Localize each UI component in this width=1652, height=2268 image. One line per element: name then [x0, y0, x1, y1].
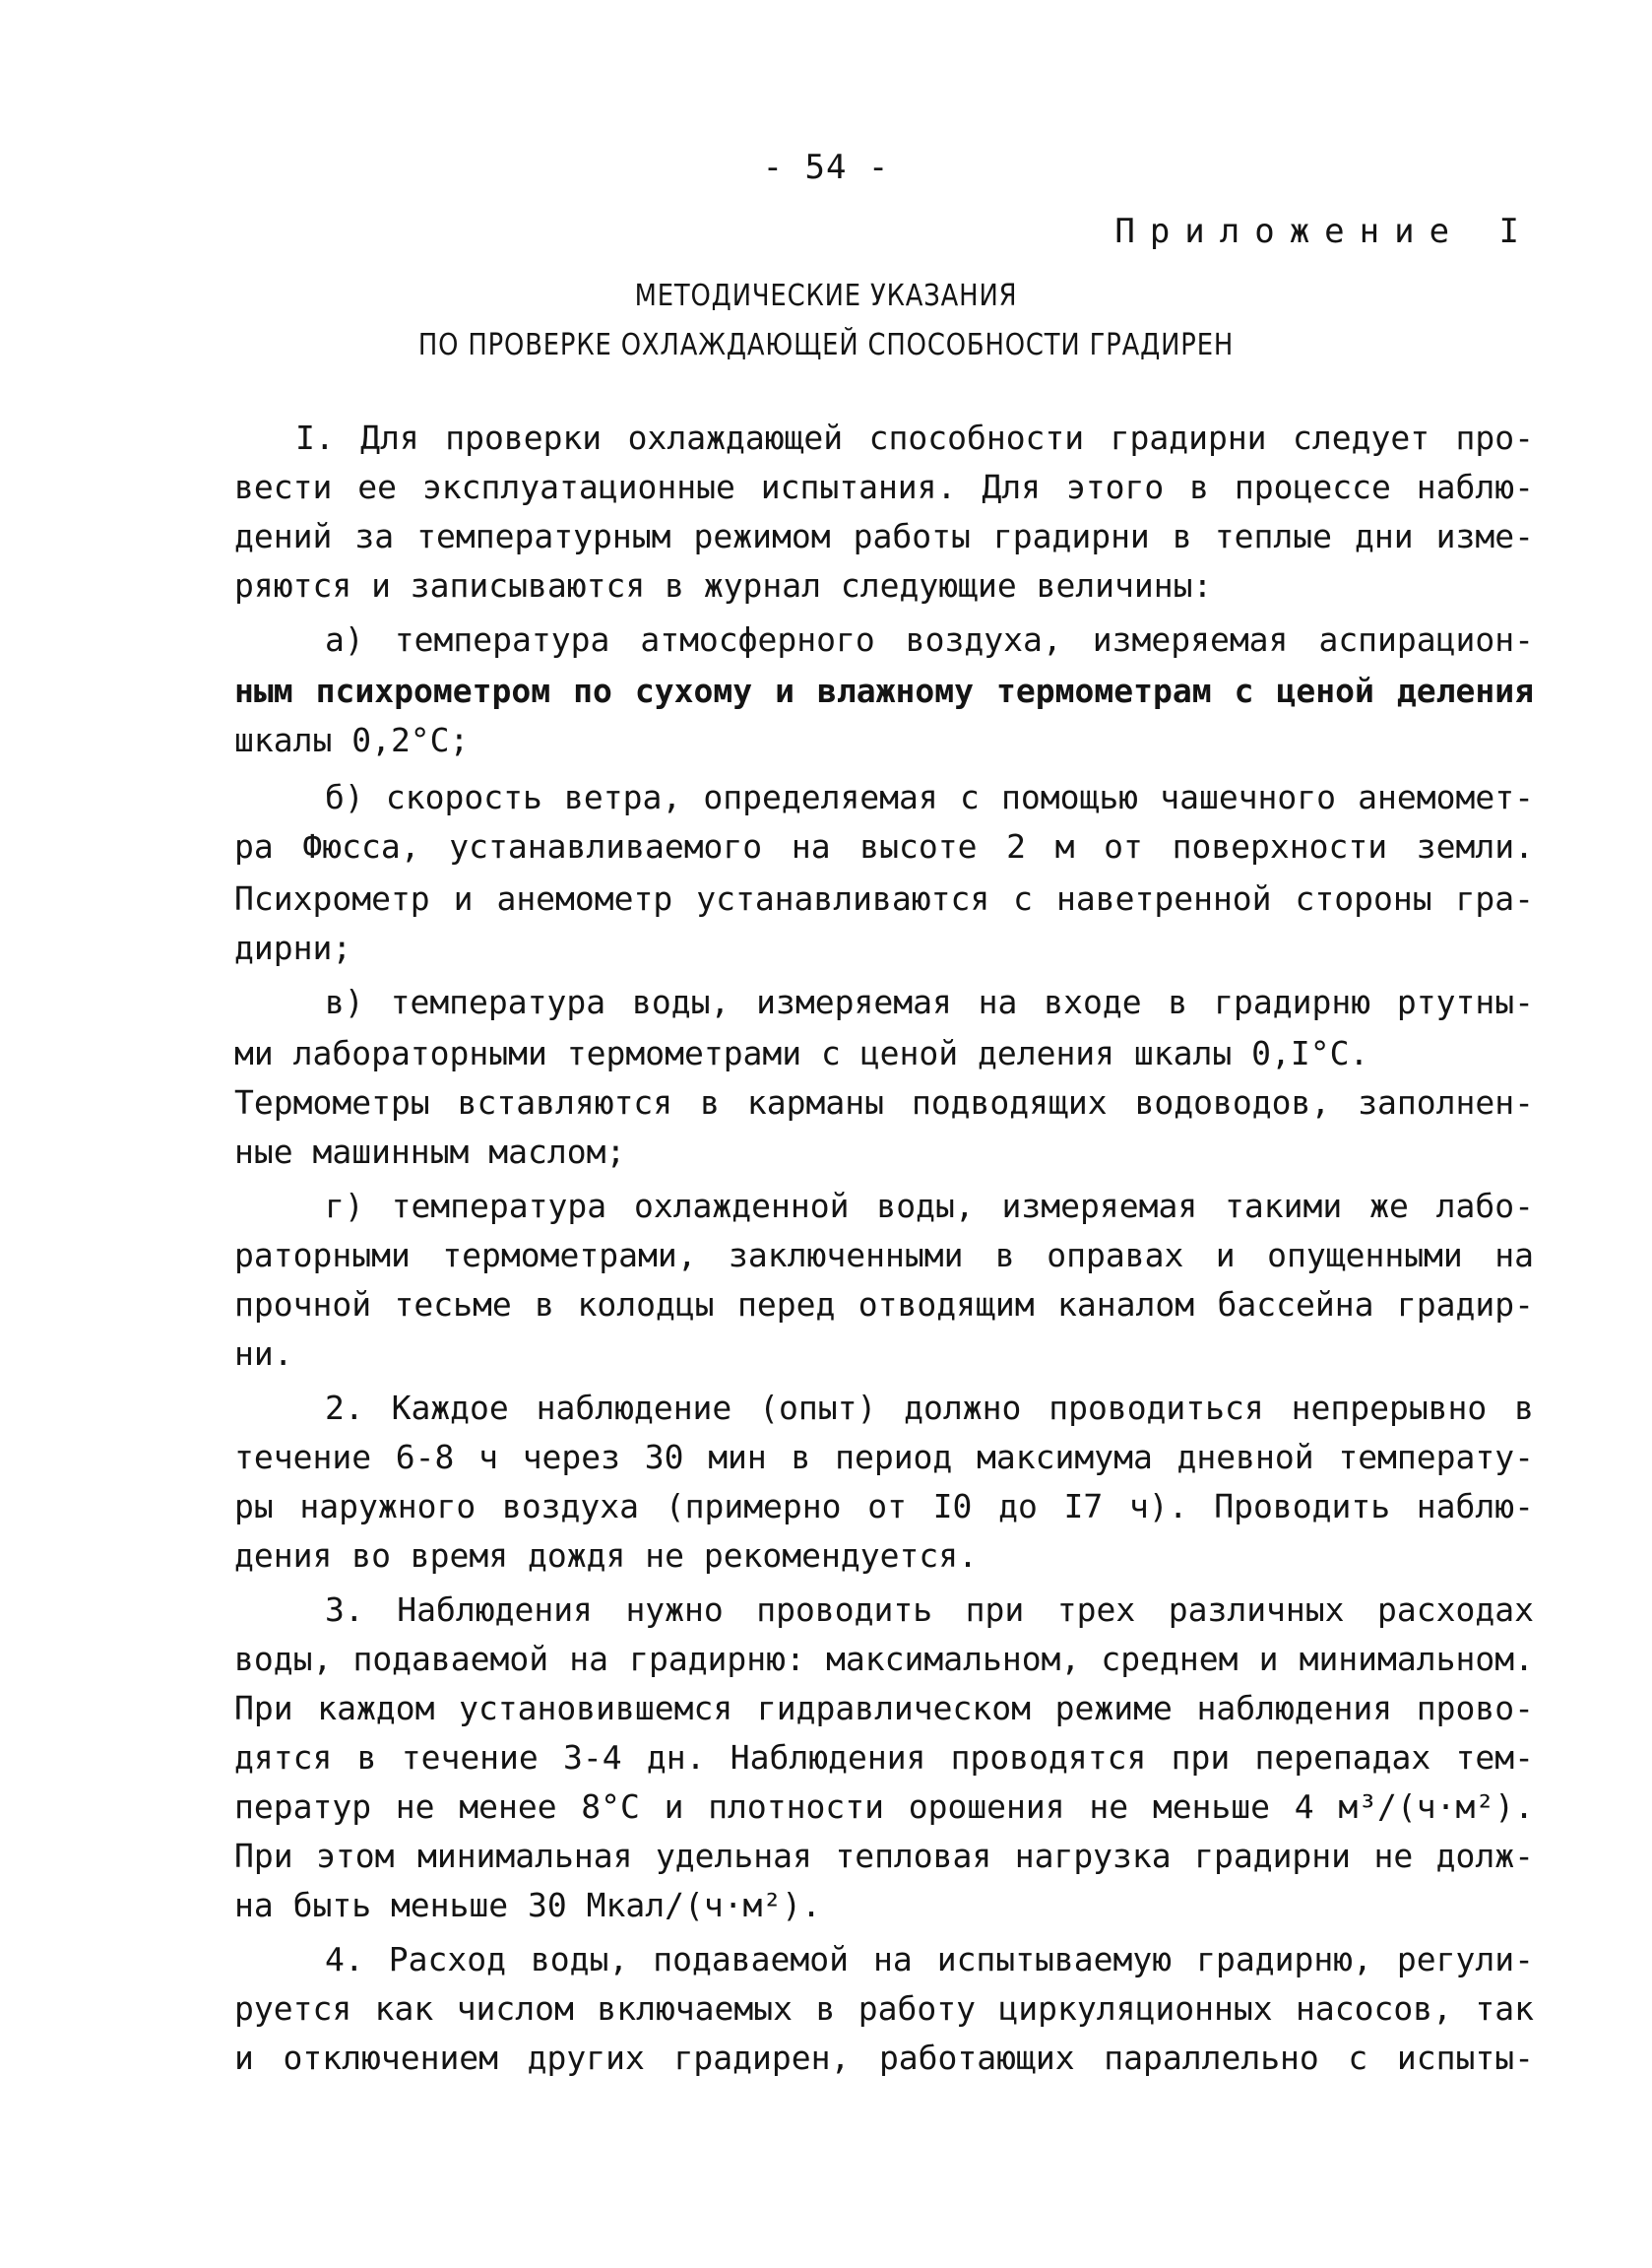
text-line: раторными термометрами, заключенными в оправах и опущенными на — [234, 1236, 1534, 1274]
text-line: При каждом установившемся гидравлическом режиме наблюдения прово- — [234, 1689, 1534, 1727]
text-line: 4. Расход воды, подаваемой на испытываемую градирню, регули- — [325, 1940, 1534, 1978]
text-line: ряются и записываются в журнал следующие величины: — [234, 566, 1213, 605]
appendix-label: Приложение I — [1114, 212, 1534, 251]
text-line: в) температура воды, измеряемая на входе в градирню ртутны- — [325, 983, 1534, 1021]
text-line: прочной тесьме в колодцы перед отводящим каналом бассейна градир- — [234, 1285, 1534, 1324]
text-line: 2. Каждое наблюдение (опыт) должно проводиться непрерывно в — [325, 1389, 1534, 1427]
title-line-2: ПО ПРОВЕРКЕ ОХЛАЖДАЮЩЕЙ СПОСОБНОСТИ ГРАДИРЕН — [417, 328, 1235, 362]
text-line: 3. Наблюдения нужно проводить при трех различных расходах — [325, 1590, 1534, 1629]
text-line: ми лабораторными термометрами с ценой деления шкалы 0,I°С. — [234, 1034, 1369, 1072]
text-line: I. Для проверки охлаждающей способности градирни следует про- — [295, 419, 1534, 457]
text-line: При этом минимальная удельная тепловая нагрузка градирни не долж- — [234, 1837, 1534, 1875]
text-line: течение 6-8 ч через 30 мин в период максимума дневной температу- — [234, 1438, 1534, 1476]
text-line: а) температура атмосферного воздуха, измеряемая аспирацион- — [325, 620, 1534, 659]
text-line: дятся в течение 3-4 дн. Наблюдения проводятся при перепадах тем- — [234, 1738, 1534, 1777]
text-line: руется как числом включаемых в работу циркуляционных насосов, так — [234, 1989, 1534, 2028]
text-line: г) температура охлажденной воды, измеряемая такими же лабо- — [325, 1187, 1534, 1225]
title-line-1: МЕТОДИЧЕСКИЕ УКАЗАНИЯ — [634, 279, 1018, 313]
text-line: ни. — [234, 1334, 293, 1373]
text-line: и отключением других градирен, работающих параллельно с испыты- — [234, 2039, 1534, 2077]
text-line: шкалы 0,2°С; — [234, 721, 470, 759]
text-line: ным психрометром по сухому и влажному термометрам с ценой деления — [234, 672, 1534, 710]
text-line: ные машинным маслом; — [234, 1133, 626, 1171]
text-line: ператур не менее 8°С и плотности орошения не меньше 4 м³/(ч·м²). — [234, 1787, 1534, 1826]
text-line: дения во время дождя не рекомендуется. — [234, 1536, 978, 1575]
text-line: на быть меньше 30 Мкал/(ч·м²). — [234, 1886, 822, 1924]
text-line: Психрометр и анемометр устанавливаются с наветренной стороны гра- — [234, 879, 1534, 918]
text-line: дений за температурным режимом работы градирни в теплые дни изме- — [234, 517, 1534, 555]
text-line: дирни; — [234, 929, 352, 967]
text-line: ра Фюсса, устанавливаемого на высоте 2 м от поверхности земли. — [234, 827, 1534, 866]
text-line: вести ее эксплуатационные испытания. Для этого в процессе наблю- — [234, 468, 1534, 506]
text-line: ры наружного воздуха (примерно от I0 до I7 ч). Проводить наблю- — [234, 1487, 1534, 1525]
text-line: б) скорость ветра, определяемая с помощью чашечного анемомет- — [325, 778, 1534, 816]
text-line: воды, подаваемой на градирню: максимальном, среднем и минимальном. — [234, 1640, 1534, 1678]
page-number: - 54 - — [762, 148, 890, 187]
text-line: Термометры вставляются в карманы подводящих водоводов, заполнен- — [234, 1083, 1534, 1122]
